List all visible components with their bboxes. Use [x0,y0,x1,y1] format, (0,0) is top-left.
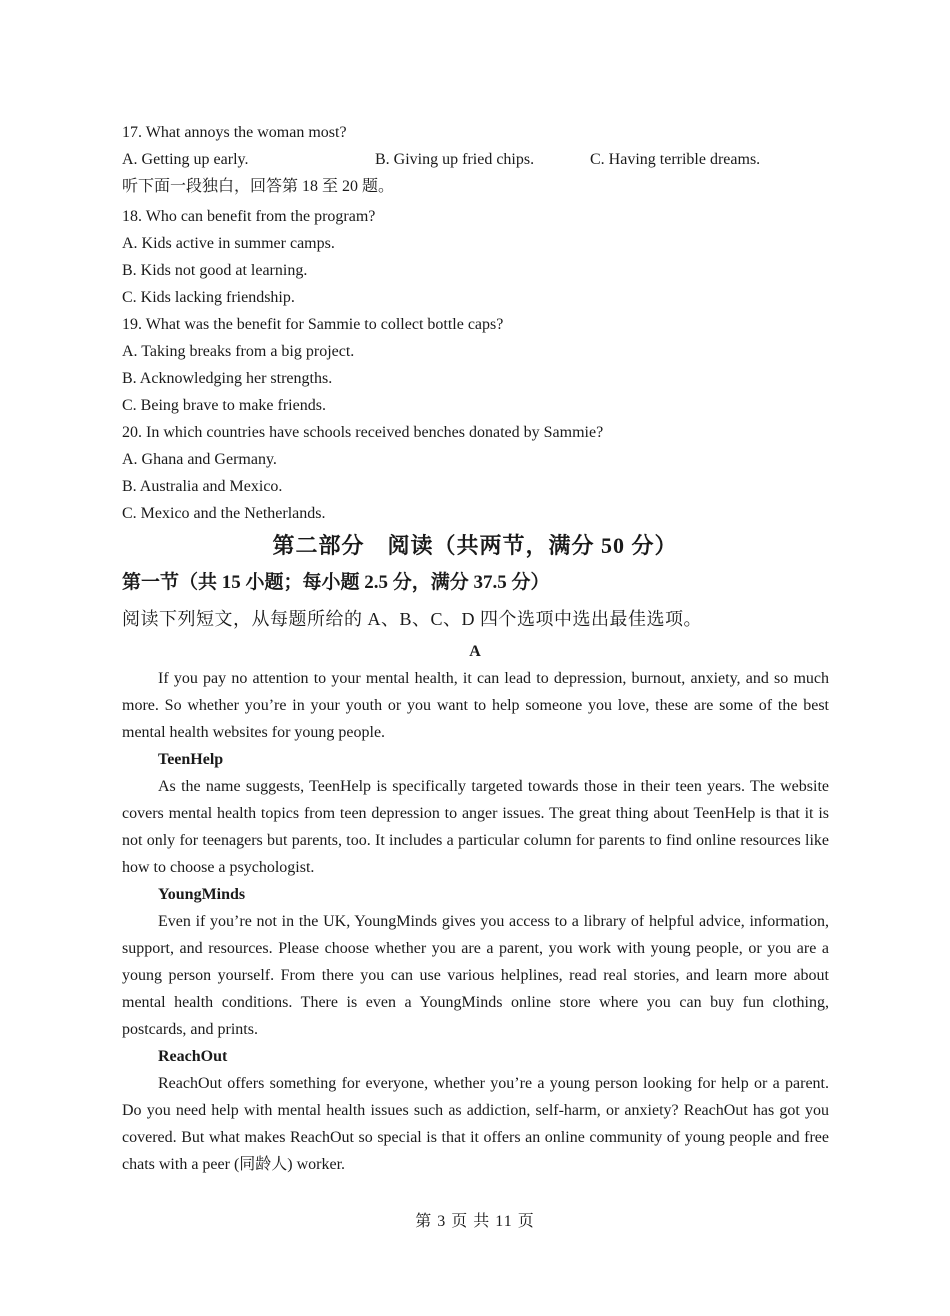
q17-option-a: A. Getting up early. [122,151,249,168]
q18-option-b: B. Kids not good at learning. [122,262,308,279]
q19-option-c: C. Being brave to make friends. [122,397,326,414]
site-heading-teenhelp: TeenHelp [158,751,224,768]
site-text-reachout: ReachOut offers something for everyone, whether you’re a young person looking for help or a parent. Do you need help with mental health issues such as addiction, self-harm, or anxiety? ReachOut has got you covered. But what makes ReachOut so special is that it offers an online community of young people and free chats with a peer (同龄人) worker. [122,1075,829,1173]
page-number: 第 3 页 共 11 页 [415,1213,535,1230]
site-heading-youngminds: YoungMinds [158,886,246,903]
q18-option-a: A. Kids active in summer camps. [122,235,335,252]
site-text-youngminds: Even if you’re not in the UK, YoungMinds gives you access to a library of helpful advice, information, support, and resources. Please choose whether you are a parent, you work with young people, or you are a young person yourself. From there you can use various helplines, read real stories, and learn more about mental health conditions. There is even a YoungMinds online store where you can buy fun clothing, postcards, and prints. [122,913,829,1038]
section1-title: 第一节（共 15 小题；每小题 2.5 分，满分 37.5 分） [122,572,550,593]
q19-option-a: A. Taking breaks from a big project. [122,343,355,360]
reading-instruction: 阅读下列短文，从每题所给的 A、B、C、D 四个选项中选出最佳选项。 [122,609,703,629]
q17-question: 17. What annoys the woman most? [122,124,347,141]
site-heading-reachout: ReachOut [158,1048,228,1065]
passage-label: A [469,643,481,660]
q20-option-c: C. Mexico and the Netherlands. [122,505,326,522]
q20-option-b: B. Australia and Mexico. [122,478,283,495]
q20-option-a: A. Ghana and Germany. [122,451,277,468]
q18-option-c: C. Kids lacking friendship. [122,289,295,306]
q19-option-b: B. Acknowledging her strengths. [122,370,333,387]
q20-question: 20. In which countries have schools received benches donated by Sammie? [122,424,604,441]
monologue-instruction: 听下面一段独白，回答第 18 至 20 题。 [122,178,395,195]
site-text-teenhelp: As the name suggests, TeenHelp is specifically targeted towards those in their teen years. The website covers mental health topics from teen depression to anger issues. The great thing about TeenHelp is that it is not only for teenagers but parents, too. It includes a particular column for parents to find online resources like how to choose a psychologist. [122,778,829,876]
part2-title: 第二部分 阅读（共两节，满分 50 分） [272,533,678,558]
q18-question: 18. Who can benefit from the program? [122,208,376,225]
passage-intro: If you pay no attention to your mental health, it can lead to depression, burnout, anxiety, and so much more. So whether you’re in your youth or you want to help someone you love, these are some of the best mental health websites for young people. [122,670,829,741]
q17-option-b: B. Giving up fried chips. [375,151,535,168]
q19-question: 19. What was the benefit for Sammie to collect bottle caps? [122,316,504,333]
q17-option-c: C. Having terrible dreams. [590,151,761,168]
